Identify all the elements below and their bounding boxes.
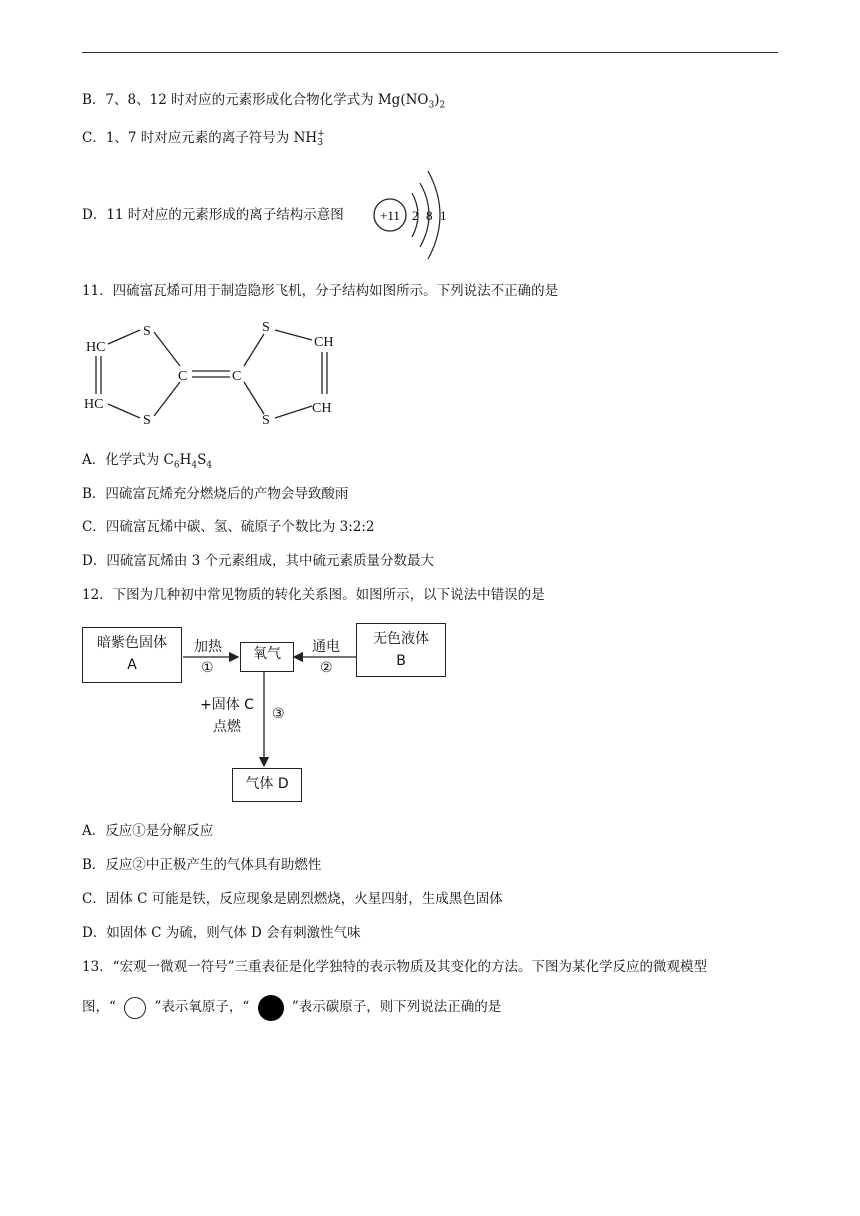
q10-option-b: B．7、8、12 时对应的元素形成化合物化学式为 $Mg(NO_3)_2$ [82,92,446,111]
arrow-1-number: ① [201,660,214,676]
carbon-atom-icon [258,995,284,1021]
arrow-1-condition: 加热 [194,639,222,655]
header-rule [82,52,778,53]
arrow-2-number: ② [320,660,333,676]
q13-stem-line1: 13．“宏观一微观一符号”三重表征是化学独特的表示物质及其变化的方法。下图为某化学反应的微观模型 [82,959,707,975]
box-dark-purple-solid-a: 暗紫色固体 A [82,627,182,683]
atom-hc-top: HC [86,340,106,355]
ion-structure-diagram [368,165,458,265]
q10-option-d: D．11 时对应的元素形成的离子结构示意图 [82,207,344,223]
atom-s-bottom-left: S [143,413,151,428]
shell-2-count: 8 [426,208,433,223]
q12-option-a: A．反应①是分解反应 [82,823,214,839]
q11-option-b: B．四硫富瓦烯充分燃烧后的产物会导致酸雨 [82,486,349,502]
arrow-2-condition: 通电 [312,639,340,655]
q10-option-c: C．1、7 时对应元素的离子符号为 NH + 3 [82,128,325,148]
oxygen-atom-icon [124,997,146,1019]
atom-s-bottom-right: S [262,413,270,428]
tetrathiafulvalene-structure [82,318,352,433]
box-colorless-liquid-b: 无色液体 B [356,623,446,677]
q12-stem: 12．下图为几种初中常见物质的转化关系图。如图所示，以下说法中错误的是 [82,587,545,603]
q12-option-c: C．固体 C 可能是铁，反应现象是剧烈燃烧，火星四射，生成黑色固体 [82,891,503,907]
q13-stem-line2: 图，“ ”表示氧原子，“ ”表示碳原子，则下列说法正确的是 [82,994,501,1021]
atom-hc-bottom: HC [84,397,104,412]
atom-c-right: C [232,369,242,384]
atom-s-top-left: S [143,324,151,339]
atom-c-left: C [178,369,188,384]
shell-3-count: 1 [440,208,447,223]
q12-option-d: D．如固体 C 为硫，则气体 D 会有刺激性气味 [82,925,361,941]
shell-1-count: 2 [412,208,419,223]
atom-s-top-right: S [262,320,270,335]
box-gas-d: 气体 D [232,768,302,802]
box-oxygen: 氧气 [240,642,294,672]
atom-ch-bottom: CH [312,401,332,416]
bonds [96,330,327,418]
nucleus-label: +11 [380,208,400,223]
q12-option-b: B．反应②中正极产生的气体具有助燃性 [82,857,322,873]
q11-option-a: A．化学式为 $C_6H_4S_4$ [82,452,213,471]
arrow-3-condition: +固体 C 点燃 [200,697,254,735]
atom-ch-top: CH [314,335,334,350]
q11-stem: 11．四硫富瓦烯可用于制造隐形飞机，分子结构如图所示。下列说法不正确的是 [82,283,559,299]
arrow-3-number: ③ [272,706,285,722]
q11-option-d: D．四硫富瓦烯由 3 个元素组成，其中硫元素质量分数最大 [82,553,434,569]
q11-option-c: C．四硫富瓦烯中碳、氢、硫原子个数比为 3:2:2 [82,519,375,535]
